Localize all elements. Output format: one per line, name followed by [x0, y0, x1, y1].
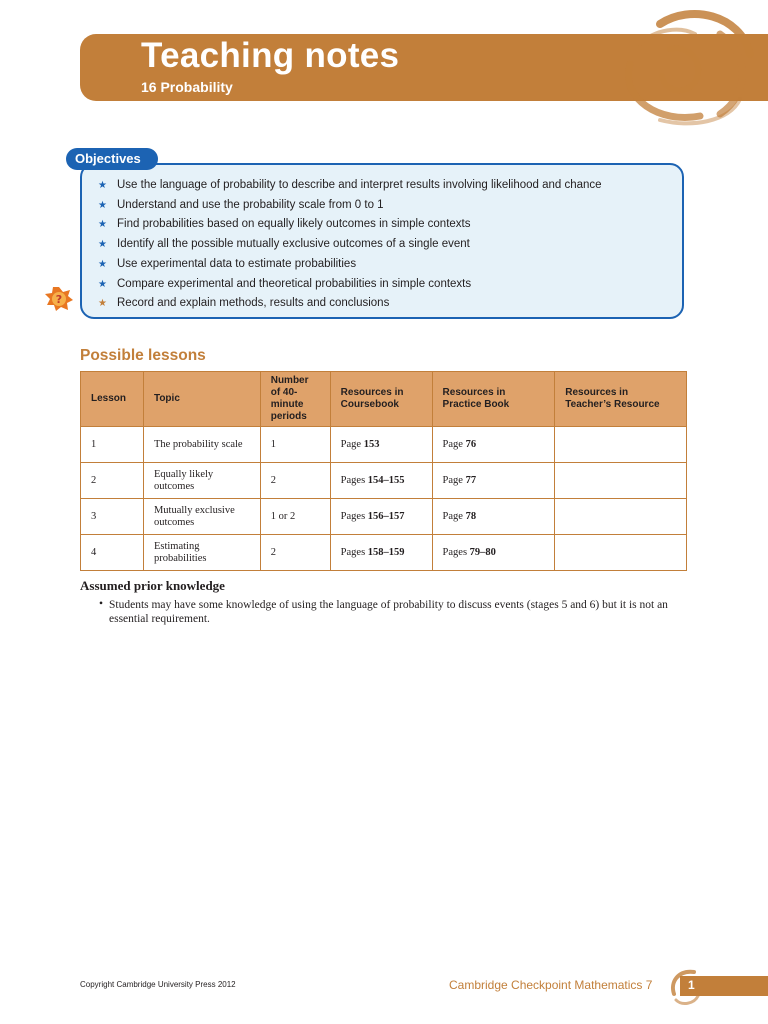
prior-knowledge-text: Students may have some knowledge of using the language of probability to discuss events (stages 5 and 6) but it is not an essential requirement.	[109, 599, 668, 625]
star-icon: ★	[98, 298, 107, 310]
objective-item: ★ Record and explain methods, results and conclusions	[98, 294, 602, 314]
star-icon: ★	[98, 278, 107, 290]
table-row	[81, 427, 687, 463]
cell-periods: 2	[260, 535, 330, 571]
col-practice-book: Resources in Practice Book	[432, 372, 555, 427]
col-teachers-resource: Resources in Teacher’s Resource	[555, 372, 687, 427]
lessons-table	[80, 371, 687, 571]
star-icon: ★	[98, 239, 107, 251]
cell-topic: Estimating probabilities	[143, 535, 260, 571]
cell-coursebook: Pages 156–157	[330, 499, 432, 535]
cell-topic: The probability scale	[143, 427, 260, 463]
objective-item: ★ Identify all the possible mutually exclusive outcomes of a single event	[98, 235, 602, 255]
page-subtitle: 16 Probability	[141, 79, 233, 95]
cell-periods: 1 or 2	[260, 499, 330, 535]
bullet: •	[99, 598, 104, 610]
cell-lesson: 3	[81, 499, 144, 535]
cell-teachers-resource	[555, 499, 687, 535]
star-icon: ★	[98, 258, 107, 270]
col-periods: Number of 40-minute periods	[260, 372, 330, 427]
cell-practice-book: Page 76	[432, 427, 555, 463]
cell-coursebook: Pages 158–159	[330, 535, 432, 571]
page-title: Teaching notes	[141, 36, 400, 75]
cell-topic: Equally likely outcomes	[143, 463, 260, 499]
objectives-list	[98, 176, 602, 314]
cell-teachers-resource	[555, 463, 687, 499]
objective-item: ★ Use the language of probability to describe and interpret results involving likelihood and chance	[98, 176, 602, 196]
objective-item: ★ Find probabilities based on equally likely outcomes in simple contexts	[98, 215, 602, 235]
question-icon	[44, 286, 74, 312]
cell-lesson: 4	[81, 535, 144, 571]
cell-coursebook: Pages 154–155	[330, 463, 432, 499]
footer-copyright: Copyright Cambridge University Press 2012	[80, 980, 236, 989]
table-row	[81, 535, 687, 571]
star-icon: ★	[98, 219, 107, 231]
cell-periods: 1	[260, 427, 330, 463]
footer-swirl-icon	[666, 966, 702, 1006]
table-row	[81, 499, 687, 535]
col-topic: Topic	[143, 372, 260, 427]
objectives-tab: Objectives	[66, 148, 158, 170]
page-number: 1	[688, 978, 695, 992]
cell-teachers-resource	[555, 535, 687, 571]
objective-item: ★ Use experimental data to estimate probabilities	[98, 255, 602, 275]
star-icon: ★	[98, 180, 107, 191]
swirl-decoration-icon	[600, 4, 768, 128]
svg-text:?: ?	[55, 293, 63, 306]
col-coursebook: Resources in Coursebook	[330, 372, 432, 427]
cell-teachers-resource	[555, 427, 687, 463]
objective-item: ★ Understand and use the probability scale from 0 to 1	[98, 196, 602, 216]
cell-lesson: 1	[81, 427, 144, 463]
table-header-row	[81, 372, 687, 427]
cell-lesson: 2	[81, 463, 144, 499]
cell-coursebook: Page 153	[330, 427, 432, 463]
cell-periods: 2	[260, 463, 330, 499]
cell-practice-book: Page 78	[432, 499, 555, 535]
table-row	[81, 463, 687, 499]
cell-topic: Mutually exclusive outcomes	[143, 499, 260, 535]
prior-knowledge-heading: Assumed prior knowledge	[80, 578, 225, 593]
cell-practice-book: Page 77	[432, 463, 555, 499]
objective-item: ★ Compare experimental and theoretical probabilities in simple contexts	[98, 275, 602, 295]
footer-book-title: Cambridge Checkpoint Mathematics 7	[449, 978, 653, 992]
possible-lessons-heading: Possible lessons	[80, 347, 206, 364]
star-icon: ★	[98, 199, 107, 211]
col-lesson: Lesson	[81, 372, 144, 427]
cell-practice-book: Pages 79–80	[432, 535, 555, 571]
